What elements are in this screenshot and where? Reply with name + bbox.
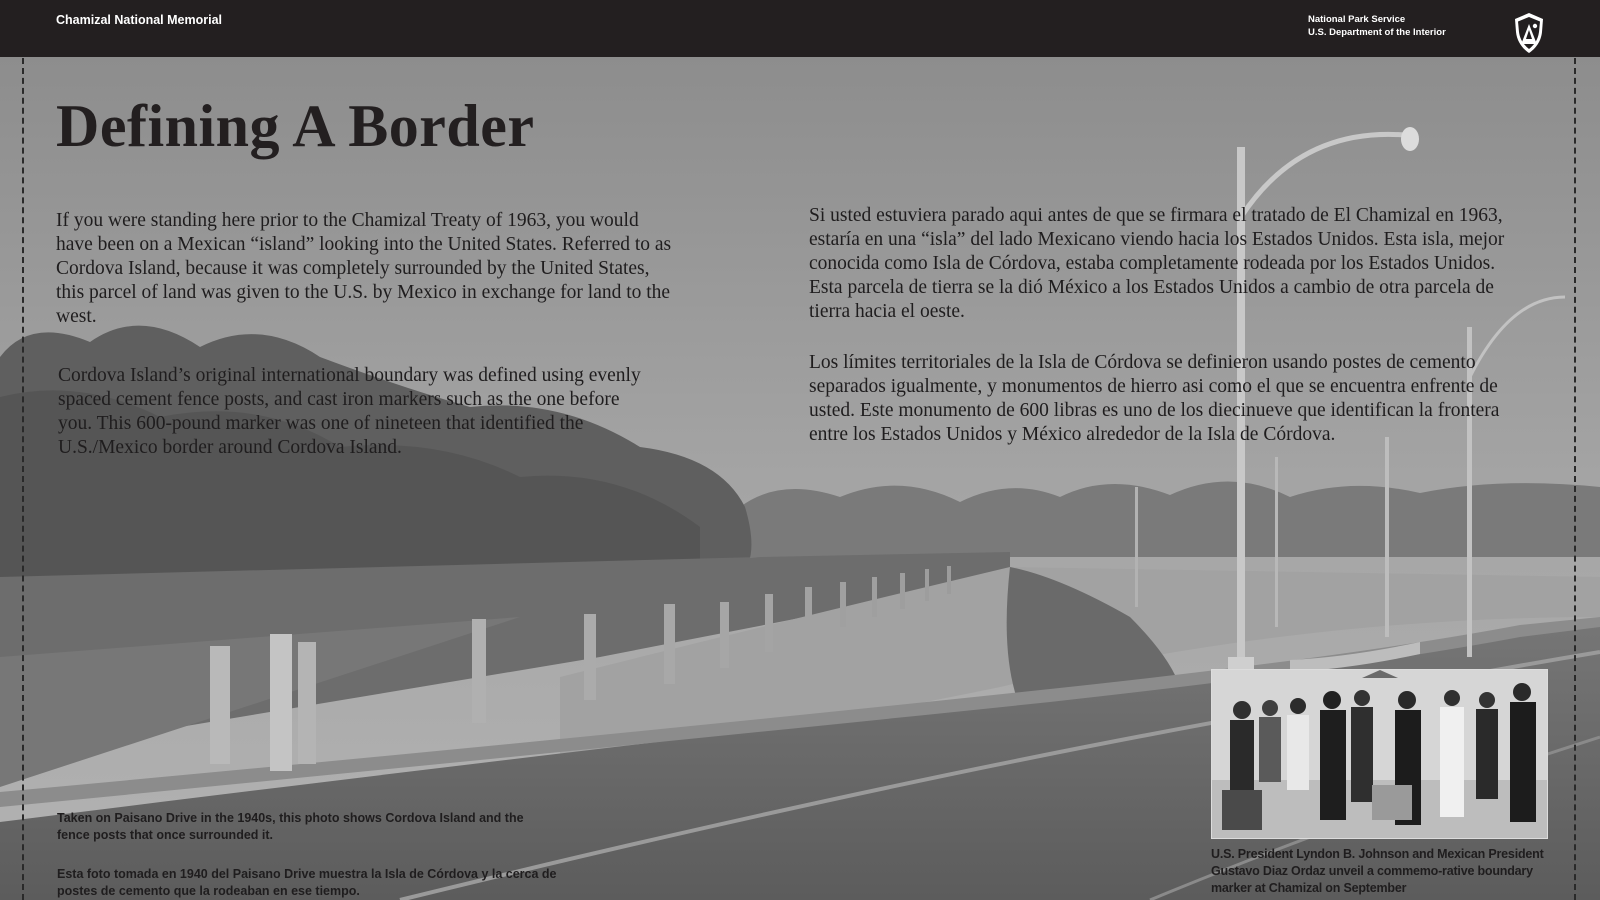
- panel-border-right: [1574, 58, 1576, 900]
- header-bar: [0, 0, 1600, 57]
- ceremony-photo: [1211, 669, 1548, 839]
- arrowhead-icon: [1512, 12, 1546, 54]
- photo-caption-english: Taken on Paisano Drive in the 1940s, this photo shows Cordova Island and the fence posts that once surrounded it.: [57, 811, 524, 842]
- spanish-paragraph-2: Los límites territoriales de la Isla de Córdova se definieron usando postes de cemento separados igualmente, y monumentos de hierro asi como el que se encuentra enfrente de usted. Este monumento de 600 libras es uno de los diecinueve que identifican la frontera entre los Estados Unidos y México alrededor de la Isla de Córdova.: [809, 352, 1500, 445]
- agency-line-doi: U.S. Department of the Interior: [1308, 26, 1446, 38]
- panel-border-left: [22, 58, 24, 900]
- english-paragraph-2: Cordova Island’s original international boundary was defined using evenly spaced cement fence posts, and cast iron markers such as the one before you. This 600-pound marker was one of nineteen that identified the U.S./Mexico border around Cordova Island.: [58, 365, 641, 458]
- park-name: Chamizal National Memorial: [56, 13, 223, 27]
- agency-line-nps: National Park Service: [1308, 14, 1406, 25]
- english-paragraph-1: If you were standing here prior to the Chamizal Treaty of 1963, you would have been on a Mexican “island” looking into the United States. Referred to as Cordova Island, because it was completely surrounded by the United States, this parcel of land was given to the U.S. by Mexico in exchange for land to the west.: [56, 210, 672, 327]
- inset-photo-caption: U.S. President Lyndon B. Johnson and Mexican President Gustavo Diaz Ordaz unveil a commemo-rative boundary marker at Chamizal on September: [1211, 847, 1544, 895]
- spanish-paragraph-1: Si usted estuviera parado aqui antes de que se firmara el tratado de El Chamizal en 1963, estaría en una “isla” del lado Mexicano viendo hacia los Estados Unidos. Esta isla, mejor conocida como Isla de Córdova, estaba completamente rodeada por los Estados Unidos. Esta parcela de tierra se la dió México a los Estados Unidos a cambio de otra parcela de tierra hacia el oeste.: [809, 205, 1505, 322]
- panel-title: Defining A Border: [56, 93, 535, 159]
- photo-caption-spanish: Esta foto tomada en 1940 del Paisano Drive muestra la Isla de Córdova y la cerca de postes de cemento que la rodeaban en ese tiempo.: [57, 867, 557, 898]
- agency-block: [1308, 14, 1446, 39]
